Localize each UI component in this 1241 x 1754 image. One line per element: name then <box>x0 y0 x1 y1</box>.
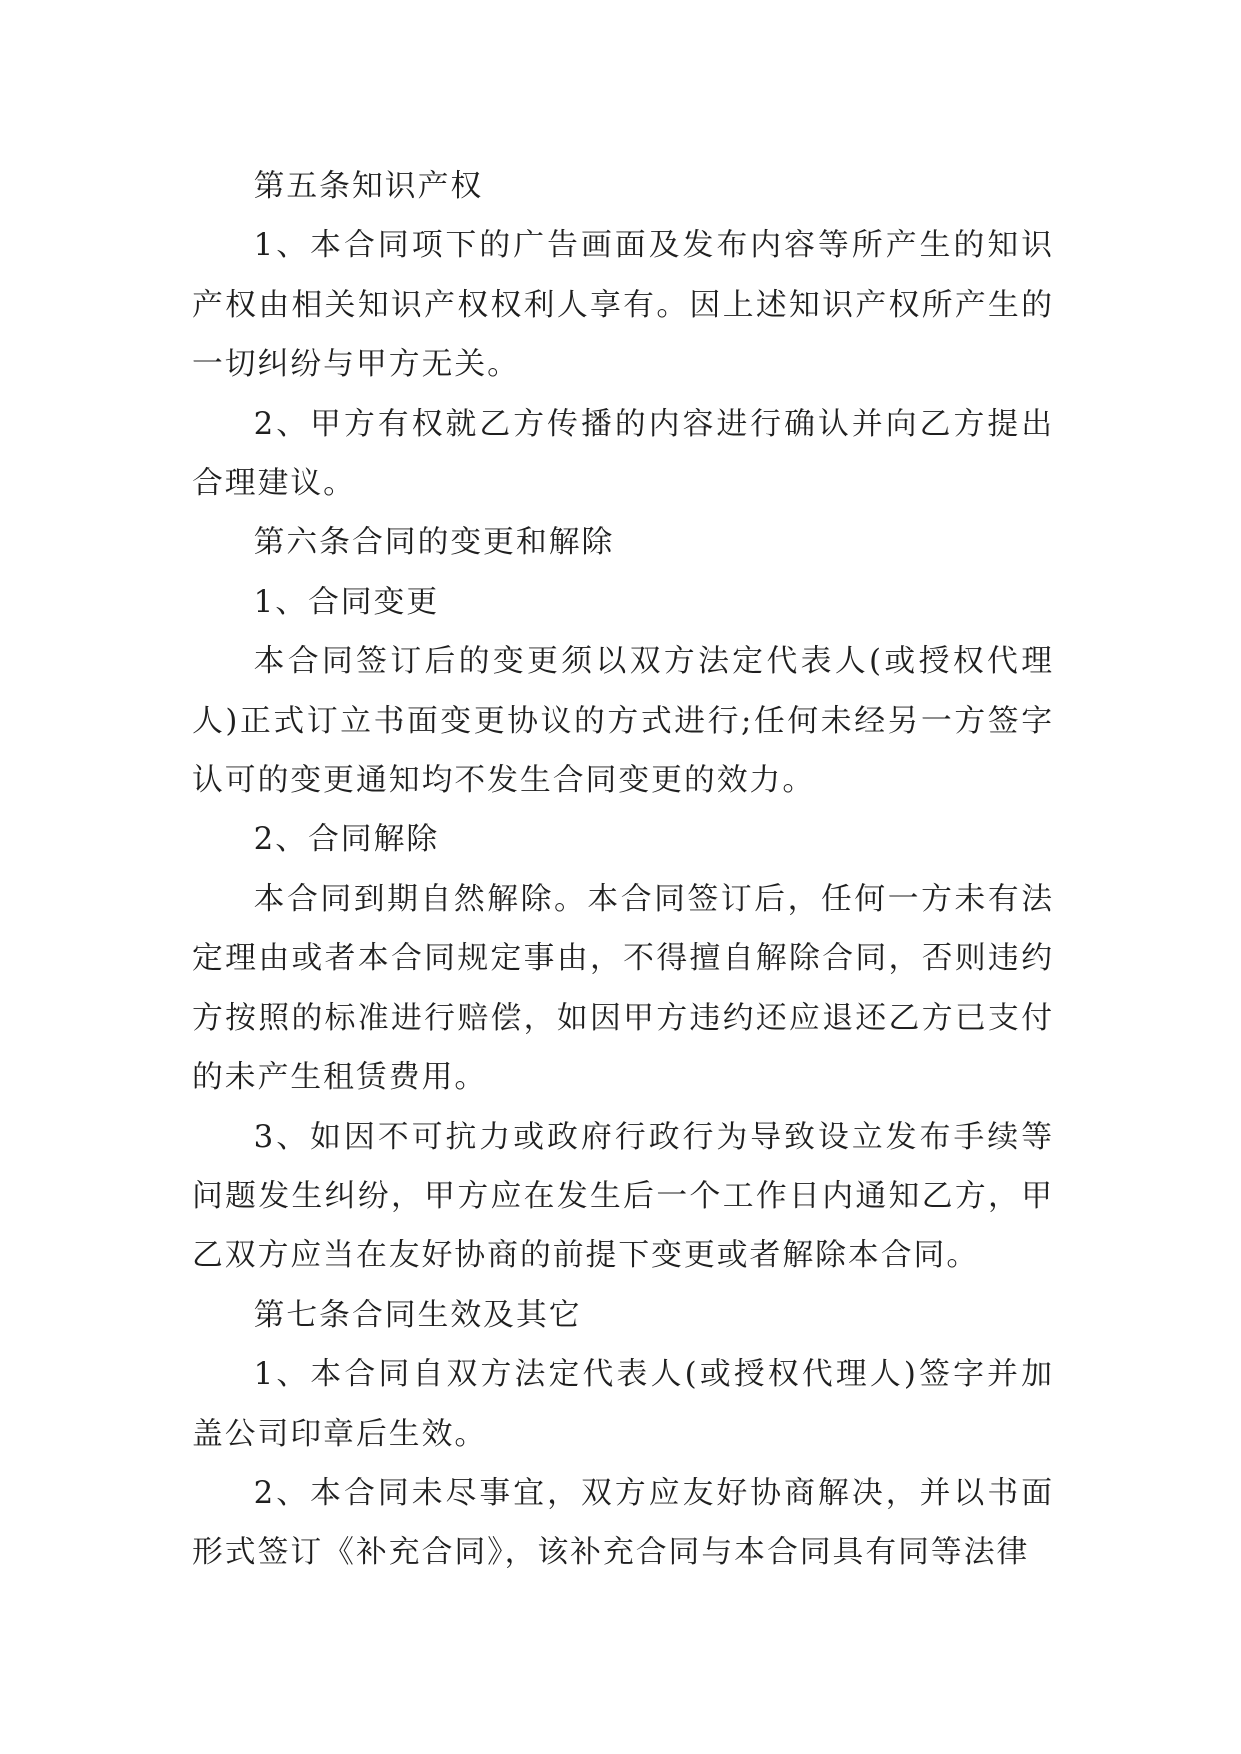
paragraph: 2、甲方有权就乙方传播的内容进行确认并向乙方提出合理建议。 <box>192 405 1054 502</box>
paragraph: 3、如因不可抗力或政府行政行为导致设立发布手续等问题发生纠纷，甲方应在发生后一个工作日内通知乙方，甲乙双方应当在友好协商的前提下变更或者解除本合同。 <box>192 1118 1054 1274</box>
paragraph: 1、本合同自双方法定代表人(或授权代理人)签字并加盖公司印章后生效。 <box>192 1356 1054 1452</box>
paragraph: 2、本合同未尽事宜，双方应友好协商解决，并以书面形式签订《补充合同》，该补充合同与本合同具有同等法律 <box>192 1474 1054 1571</box>
paragraph: 本合同到期自然解除。本合同签订后，任何一方未有法定理由或者本合同规定事由，不得擅自解除合同，否则违约方按照的标准进行赔偿，如因甲方违约还应退还乙方已支付的未产生租赁费用。 <box>192 880 1054 1096</box>
paragraph: 本合同签订后的变更须以双方法定代表人(或授权代理人)正式订立书面变更协议的方式进行;任何未经另一方签字认可的变更通知均不发生合同变更的效力。 <box>192 643 1054 799</box>
section-heading-article-5: 第五条知识产权 <box>253 168 484 204</box>
subheading-contract-change: 1、合同变更 <box>253 583 440 620</box>
section-heading-article-6: 第六条合同的变更和解除 <box>253 524 615 561</box>
document-page <box>192 157 1054 1583</box>
section-heading-article-7: 第七条合同生效及其它 <box>253 1296 582 1333</box>
subheading-contract-termination: 2、合同解除 <box>253 821 440 858</box>
paragraph: 1、本合同项下的广告画面及发布内容等所产生的知识产权由相关知识产权权利人享有。因上述知识产权所产生的一切纠纷与甲方无关。 <box>192 227 1054 383</box>
